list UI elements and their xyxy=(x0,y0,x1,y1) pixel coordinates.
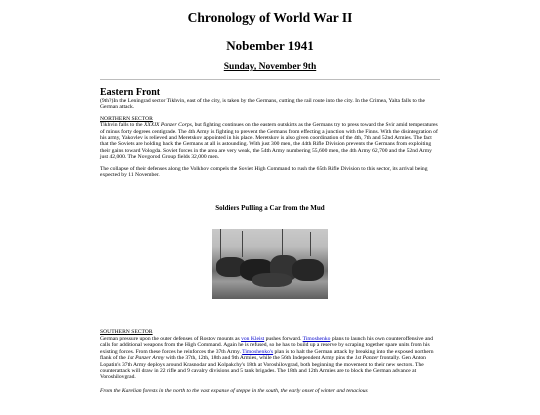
closing-paragraph: From the Karelian forests in the north to the vast expanse of steppe in the south, the early onset of winter and tenacious xyxy=(100,387,368,394)
southern-paragraph xyxy=(100,336,440,381)
photo-caption: Soldiers Pulling a Car from the Mud xyxy=(215,204,325,213)
photo-tree xyxy=(242,231,243,257)
photo-tree xyxy=(310,232,311,256)
text: with the 37th, 12th, 18th and 9th Armies, while the 56th Independent Army pins the xyxy=(164,355,355,362)
photo-figure xyxy=(292,259,324,281)
text: Tikhvin falls to the xyxy=(100,122,144,129)
northern-paragraph xyxy=(100,122,440,160)
link-timoshenko[interactable]: Timoshenko xyxy=(302,335,331,342)
mud-photo xyxy=(212,229,328,299)
army-name-2: 1st Panzer xyxy=(354,355,379,362)
text: plans to launch his own counteroffensive and calls for additional weapons from the High Command. Again he is refused, so he has to build up a reserve by scraping together spare units from his existing forces. From these forces he reinforces the 37th Army. xyxy=(100,335,434,355)
army-name: 1st Panzer Army xyxy=(127,355,165,362)
photo-tree xyxy=(220,229,221,259)
text: frontally. Gen Anton Lopatin's 37th Army deploys around Krasnodar and Kolpakchy's 18th at Voroshilovgrad, both beginning the movement to their new sectors. The counterattack will draw in 22 rifle and 9 cavalry divisions and 5 tank brigades. The 18th and 12th Armies are to block the German advance at Voroshilovgrad. xyxy=(100,355,426,381)
corps-name: XXXIX Panzer Corps xyxy=(143,122,192,129)
photo-car xyxy=(252,273,292,287)
intro-paragraph: (9th?)In the Leningrad sector Tikhvin, east of the city, is taken by the Germans, cutting the rail route into the city. In the Crimea, Yalta falls to the German attack. xyxy=(100,98,426,111)
northern-paragraph-2: The collapse of their defenses along the Volkhov compels the Soviet High Command to rush the 65th Rifle Division to this sector, its arrival being expected by 11 November. xyxy=(100,165,428,179)
section-title: Eastern Front xyxy=(100,87,161,98)
northern-sector-heading: NORTHERN SECTOR xyxy=(100,115,153,122)
page-title: Chronology of World War II xyxy=(187,10,353,25)
text: plan is to halt the German attack by breaking into the exposed northern flank of the xyxy=(100,348,434,362)
southern-sector-heading: SOUTHERN SECTOR xyxy=(100,329,153,336)
link-timoshenkos[interactable]: Timoshenko's xyxy=(242,348,274,355)
page xyxy=(0,10,540,394)
text: , but fighting continues on the eastern outskirts as the Germans try to press toward the Svir amid temperatures of minus forty degrees centigrade. The 4th Army is fighting to prevent the Germans from effecting a junction with the Finns. With the disintegration of his army, Yakovlev is relieved and Meretskov appointed in his place. Meretskov is also given coordination of the 4th, 7th and 52nd Armies. The fact that the Soviets are holding back the Germans at all is astounding. With just 300 men, the 44th Rifle Division prevents the Germans from exploiting their gains toward Vologda. Soviet forces in the area are very weak, the 54th Army numbering 55,600 men, the 4th Army 62,700 and the 52nd Army just 42,000. The Novgorod Group fields 32,000 men. xyxy=(100,122,438,161)
text: German pressure upon the outer defenses of Rostov mounts as xyxy=(100,335,242,342)
date-heading: Sunday, November 9th xyxy=(223,62,317,72)
divider xyxy=(100,79,440,80)
photo-tree xyxy=(282,229,283,257)
text: pushes forward. xyxy=(264,335,303,342)
month-title: Nobember 1941 xyxy=(226,38,314,53)
link-von-kleist[interactable]: von Kleist xyxy=(241,335,265,342)
